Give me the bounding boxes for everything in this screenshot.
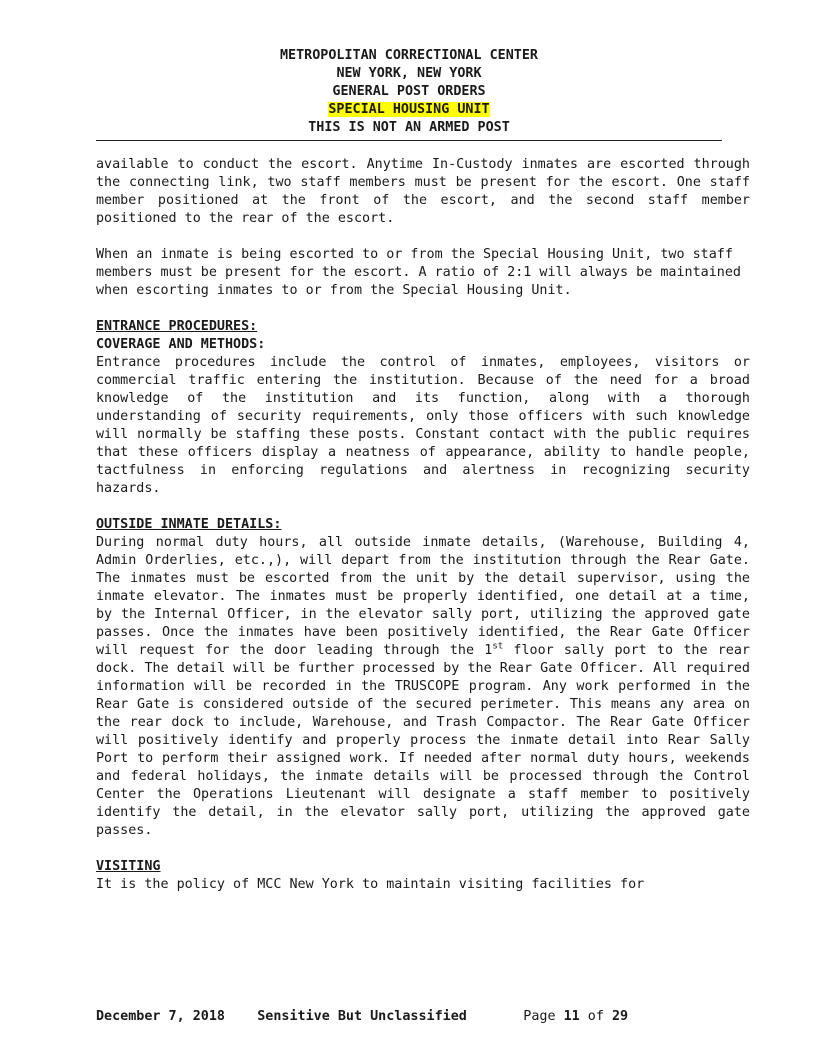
footer-date: December 7, 2018 [96,1009,225,1024]
paragraph-shu-escort: When an inmate is being escorted to or from the Special Housing Unit, two staff members must be present for the escort. A ratio of 2:1 will always be maintained when escorting inmates to or from the Special Housing Unit. [96,247,741,298]
footer-page-number: 11 [563,1009,580,1024]
paragraph-outside-part1: During normal duty hours, all outside inmate details, (Warehouse, Building 4, Admin Orderlies, etc.,), will depart from the institution through the Rear Gate. The inmates must be escorted from the unit by the detail supervisor, using the inmate elevator. The inmates must be properly identified, one detail at a time, by the Internal Officer, in the elevator sally port, utilizing the approved gate passes. Once the inmates have been positively identified, the Rear Gate Officer will request for the door leading through the 1 [96,535,750,658]
heading-entrance-procedures: ENTRANCE PROCEDURES: [96,319,258,334]
heading-outside-inmate-details: OUTSIDE INMATE DETAILS: [96,517,282,532]
heading-visiting: VISITING [96,859,161,874]
document-footer [96,1008,756,1026]
paragraph-escort-link: available to conduct the escort. Anytime In-Custody inmates are escorted through the connecting link, two staff members must be present for the escort. One staff member positioned at the front of the escort, and the second staff member positioned to the rear of the escort. [96,157,750,226]
footer-page-total: 29 [611,1009,629,1024]
header-divider [96,140,722,141]
footer-page-label: Page [523,1009,556,1024]
paragraph-outside-part2: floor sally port to the rear dock. The detail will be further processed by the Rear Gate Officer. All required information will be recorded in the TRUSCOPE program. Any work performed in the Rear Gate is considered outside of the secured perimeter. This means any area on the rear dock to include, Warehouse, and Trash Compactor. The Rear Gate Officer will positively identify and properly process the inmate detail into Rear Sally Port to perform their assigned work. If needed after normal duty hours, weekends and federal holidays, the inmate details will be processed through the Control Center the Operations Lieutenant will designate a staff member to positively identify the detail, in the elevator sally port, utilizing the approved gate passes. [96,643,750,838]
subheading-coverage-methods: COVERAGE AND METHODS: [96,337,266,352]
header-post-name: SPECIAL HOUSING UNIT [328,102,490,117]
header-institution: METROPOLITAN CORRECTIONAL CENTER [280,48,538,63]
header-location: NEW YORK, NEW YORK [336,66,482,81]
document-body [96,156,750,894]
paragraph-outside-inmate-details [96,534,750,840]
header-armed-status: THIS IS NOT AN ARMED POST [308,120,510,135]
header-document-type: GENERAL POST ORDERS [332,84,486,99]
paragraph-visiting: It is the policy of MCC New York to maintain visiting facilities for [96,877,645,892]
paragraph-entrance-procedures: Entrance procedures include the control of inmates, employees, visitors or commercial traffic entering the institution. Because of the need for a broad knowledge of the institution and its function, along with a thorough understanding of security requirements, only those officers with such knowledge will normally be staffing these posts. Constant contact with the public requires that these officers display a neatness of appearance, ability to handle people, tactfulness in enforcing regulations and alertness in recognizing security hazards. [96,355,750,496]
document-header [96,47,722,137]
footer-of-label: of [587,1009,604,1024]
footer-classification: Sensitive But Unclassified [257,1009,467,1024]
ordinal-suffix: st [492,641,504,652]
